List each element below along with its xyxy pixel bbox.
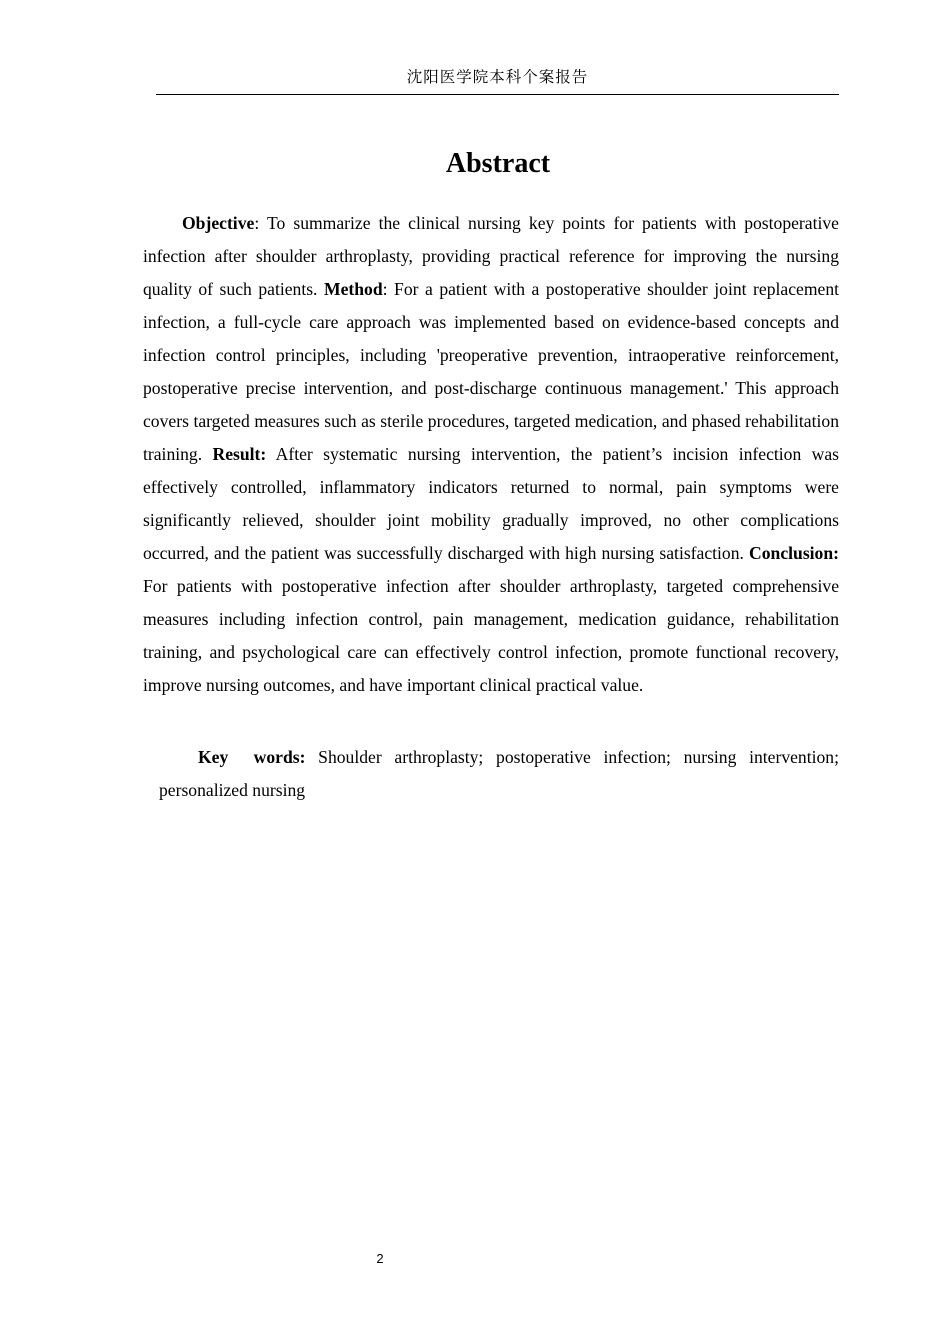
method-text: : For a patient with a postoperative shoulder joint replacement infection, a full-cycle care approach was implemented based on evidence-based concepts and infection control principles, including 'preoperative prevention, intraoperative reinforcement, postoperative precise intervention, and post-discharge continuous management.' This approach covers targeted measures such as sterile procedures, targeted medication, and phased rehabilitation training. <box>143 279 840 464</box>
result-label: Result: <box>212 444 267 464</box>
page-number: 2 <box>376 1251 384 1266</box>
conclusion-label: Conclusion: <box>749 543 839 563</box>
result-text: After systematic nursing intervention, the patient’s incision infection was effectively controlled, inflammatory indicators returned to normal, pain symptoms were significantly relieved, shoulder joint mobility gradually improved, no other complications occurred, and the patient was successfully discharged with high nursing satisfaction. <box>143 444 839 563</box>
keywords-text: Shoulder arthroplasty; postoperative infection; nursing intervention; personalized nursing <box>159 747 839 800</box>
keywords-paragraph <box>159 741 839 807</box>
abstract-title: Abstract <box>445 148 551 179</box>
method-label: Method <box>323 279 383 299</box>
keywords-label: Key words: <box>198 747 306 767</box>
page-header: 沈阳医学院本科个案报告 <box>156 66 839 95</box>
objective-label: Objective <box>182 213 255 233</box>
conclusion-text: For patients with postoperative infection after shoulder arthroplasty, targeted comprehensive measures including infection control, pain management, medication guidance, rehabilitation training, and psychological care can effectively control infection, promote functional recovery, improve nursing outcomes, and have important clinical practical value. <box>143 576 839 695</box>
objective-text: : To summarize the clinical nursing key points for patients with postoperative infection after shoulder arthroplasty, providing practical reference for improving the nursing quality of such patients. <box>143 213 839 299</box>
abstract-body <box>143 207 839 702</box>
